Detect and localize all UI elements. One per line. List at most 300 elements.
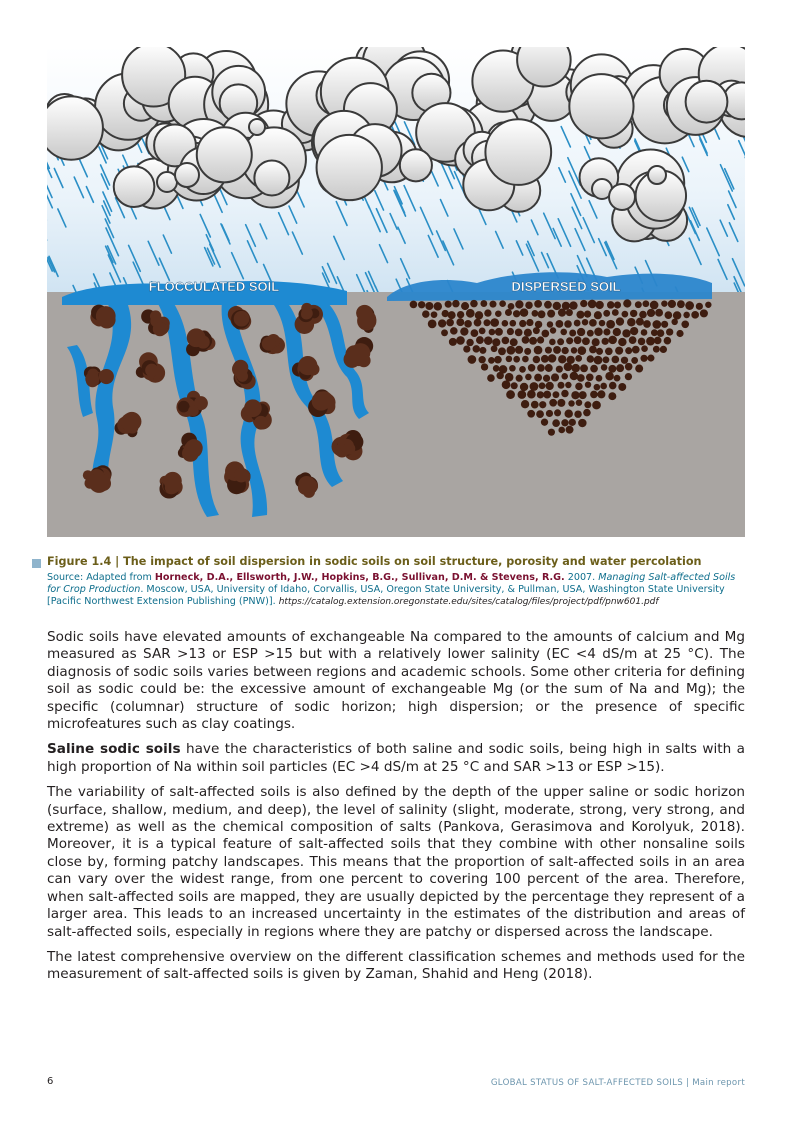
dispersed-particle [506, 390, 515, 399]
dispersed-particle [561, 347, 568, 354]
dispersed-particle [492, 338, 500, 346]
dispersed-particle [466, 309, 475, 318]
dispersed-particle [574, 320, 581, 327]
dispersed-particle [666, 328, 673, 335]
dispersed-particle [418, 301, 425, 308]
dispersed-particle [489, 301, 496, 308]
dispersed-particle [527, 390, 536, 399]
dispersed-particle [608, 392, 616, 400]
dispersed-particle [586, 373, 594, 381]
dispersed-particle [612, 309, 619, 316]
dispersed-particle [553, 346, 561, 354]
dispersed-particle [584, 401, 591, 408]
dispersed-particle [438, 319, 446, 327]
dispersed-particle [664, 337, 672, 345]
cloud-puff [686, 81, 728, 123]
dispersed-particle [657, 329, 665, 337]
dispersed-particle [534, 374, 542, 382]
dispersed-particle [509, 365, 516, 372]
dispersed-particle [538, 310, 546, 318]
dispersed-particle [566, 426, 574, 434]
dispersed-particle [583, 409, 591, 417]
dispersed-particle [502, 380, 511, 389]
cloud-puff [254, 160, 289, 195]
dispersed-particle [547, 321, 553, 327]
dispersed-particle [537, 364, 545, 372]
dispersed-particle [516, 375, 523, 382]
dispersed-particle [520, 383, 528, 391]
dispersed-particle [616, 364, 624, 372]
dispersed-particle [549, 339, 556, 346]
cloud-puff [47, 96, 103, 159]
dispersed-particle [668, 300, 676, 308]
dispersed-particle [425, 302, 433, 310]
dispersed-particle [623, 299, 631, 307]
dispersed-particle [545, 364, 553, 372]
dispersed-particle [603, 310, 610, 317]
dispersed-particle [564, 409, 572, 417]
dispersed-particle [621, 357, 628, 364]
dispersed-particle [524, 348, 531, 355]
dispersed-particle [441, 329, 448, 336]
dispersed-particle [525, 301, 533, 309]
caption-title: Figure 1.4 | The impact of soil dispersion in sodic soils on soil structure, porosity and water percolation [47, 555, 702, 568]
dispersed-particle [597, 390, 605, 398]
dispersed-particle [616, 317, 624, 325]
dispersed-particle [531, 401, 539, 409]
cloud-puff [317, 135, 382, 200]
cloud-puff [175, 163, 199, 187]
dispersed-particle [428, 319, 437, 328]
dispersed-particle [495, 328, 503, 336]
dispersed-particle [456, 336, 465, 345]
dispersed-particle [618, 383, 626, 391]
dispersed-particle [513, 356, 520, 363]
dispersed-particle [614, 375, 621, 382]
dispersed-particle [605, 372, 614, 381]
dispersed-particle [700, 309, 708, 317]
dispersed-particle [547, 310, 555, 318]
dispersed-particle [569, 419, 576, 426]
dispersed-particle [553, 302, 561, 310]
dispersed-particle [474, 319, 482, 327]
dispersed-particle [685, 301, 694, 310]
dispersed-particle [577, 374, 585, 382]
dispersed-particle [569, 301, 577, 309]
source-publisher: . Moscow, USA, University of Idaho, Corvallis, USA, Oregon State University, & Pullman, USA, Washington State University [Pacific Northwest Extension Publishing (PNW)]. [47, 584, 725, 607]
dispersed-particle [434, 302, 442, 310]
dispersed-particle [536, 410, 544, 418]
dispersed-particle [596, 301, 604, 309]
running-title: GLOBAL STATUS OF SALT-AFFECTED SOILS | Main report [490, 1078, 745, 1088]
dispersed-particle [452, 300, 459, 307]
saline-sodic-description: have the characteristics of both saline and sodic soils, being high in salts with a high proportion of Na within soil particles (EC >4 dS/m at 25 °C and SAR >13 or ESP >15). [47, 741, 745, 775]
dispersed-particle [521, 400, 529, 408]
dispersed-particle [564, 363, 573, 372]
dispersed-particle [576, 311, 584, 319]
paragraph-saline-sodic [47, 741, 745, 776]
dispersed-particle [457, 311, 464, 318]
dispersed-particle [605, 347, 613, 355]
dispersed-particle [654, 337, 662, 345]
dispersed-particle [529, 337, 537, 345]
dispersed-particle [584, 310, 591, 317]
dispersed-particle [551, 373, 559, 381]
dispersed-particle [489, 329, 496, 336]
dispersed-particle [490, 318, 499, 327]
dispersed-particle [534, 300, 542, 308]
cloud-puff [249, 119, 265, 135]
dispersed-particle [515, 300, 523, 308]
dispersed-particle [585, 381, 591, 387]
dispersed-particle [456, 318, 464, 326]
term-saline-sodic-soils: Saline sodic soils [47, 741, 181, 758]
dispersed-particle [543, 375, 550, 382]
flocculated-soil-label: FLOCCULATED SOIL [148, 279, 280, 294]
dispersed-particle [671, 319, 677, 325]
dispersed-particle [594, 311, 602, 319]
dispersed-particle [582, 319, 589, 326]
dispersed-particle [627, 318, 636, 327]
cloud-puff [114, 166, 155, 207]
dispersed-particle [629, 336, 637, 344]
dispersed-particle [631, 357, 638, 364]
dispersed-particle [498, 347, 506, 355]
dispersed-particle [575, 383, 582, 390]
source-url[interactable]: https://catalog.extension.oregonstate.edu/sites/catalog/files/project/pdf/pnw601.pdf [278, 597, 659, 607]
dispersed-particle [476, 336, 484, 344]
dispersed-particle [557, 399, 565, 407]
dispersed-particle [592, 401, 601, 410]
dispersed-particle [660, 346, 667, 353]
dispersed-particle [505, 373, 514, 382]
dispersed-particle [522, 356, 529, 363]
dispersed-particle [470, 300, 478, 308]
dispersed-particle [681, 320, 689, 328]
dispersed-particle [601, 364, 608, 371]
dispersed-particle [558, 309, 566, 317]
dispersed-particle [603, 356, 610, 363]
dispersed-particle [622, 329, 630, 337]
dispersed-particle [519, 320, 526, 327]
dispersed-particle [499, 300, 506, 307]
dispersed-particle [484, 336, 493, 345]
dispersed-particle [534, 346, 543, 355]
dispersed-particle [532, 310, 539, 317]
dispersed-particle [555, 320, 563, 328]
dispersed-particle [571, 364, 579, 372]
dispersed-particle [635, 365, 643, 373]
dispersed-particle [566, 337, 573, 344]
dispersed-particle [561, 373, 568, 380]
dispersed-particle [609, 382, 617, 390]
dispersed-particle [552, 419, 560, 427]
dispersed-particle [493, 365, 500, 372]
dispersed-particle [560, 329, 567, 336]
dispersed-particle [558, 382, 565, 389]
dispersed-particle [630, 327, 638, 335]
dispersed-particle [507, 328, 514, 335]
dispersed-particle [557, 338, 564, 345]
cloud-puff [485, 119, 551, 185]
dispersed-particle [527, 410, 535, 418]
dispersed-particle [539, 382, 546, 389]
dispersed-particle [607, 301, 614, 308]
dispersed-particle [578, 346, 587, 355]
dispersed-particle [594, 327, 603, 336]
dispersed-particle [507, 346, 516, 355]
dispersed-particle [422, 310, 430, 318]
dispersed-particle [665, 311, 673, 319]
dispersed-particle [528, 364, 536, 372]
dispersed-particle [431, 311, 438, 318]
paragraph-sodic-soils: Sodic soils have elevated amounts of exchangeable Na compared to the amounts of calcium and Mg measured as SAR >13 or ESP >15 but with a relatively lower salinity (EC <4 dS/m at 25 °C). The diagnosis of sodic soils varies between regions and academic schools. Some other criteria for defining soil as sodic could be: the excessive amount of exchangeable Mg (or the sum of Na and Mg); the specific (columnar) structure of sodic horizon; high dispersion; or the presence of specific microfeatures such as clay coatings. [47, 629, 745, 733]
dispersed-particle [460, 327, 468, 335]
paragraph-overview: The latest comprehensive overview on the different classification schemes and methods used for the measurement of salt-affected soils is given by Zaman, Shahid and Heng (2018). [47, 948, 745, 983]
dispersed-particle [636, 318, 644, 326]
dispersed-particle [613, 328, 621, 336]
dispersed-particle [640, 355, 647, 362]
dispersed-particle [549, 399, 557, 407]
dispersed-particle [638, 338, 646, 346]
dispersed-particle [587, 330, 594, 337]
dispersed-particle [524, 329, 532, 337]
dispersed-particle [588, 300, 597, 309]
dispersed-particle [541, 355, 549, 363]
dispersed-particle [494, 356, 502, 364]
dispersed-particle [520, 308, 529, 317]
page-number: 6 [47, 1076, 54, 1087]
dispersed-particle [525, 374, 532, 381]
dispersed-particle [480, 300, 487, 307]
dispersed-particle [463, 346, 470, 353]
dispersed-particle [554, 409, 561, 416]
source-authors: Horneck, D.A., Ellsworth, J.W., Hopkins, B.G., Sullivan, D.M. & Stevens, R.G. [154, 572, 565, 583]
dispersed-particle [575, 355, 582, 362]
dispersed-particle [510, 338, 518, 346]
dispersed-particle [589, 319, 597, 327]
dispersed-particle [483, 319, 490, 326]
dispersed-particle [445, 301, 452, 308]
dispersed-particle [478, 356, 485, 363]
dispersed-particle [533, 356, 541, 364]
dispersed-particle [535, 321, 542, 328]
cloud-puff [648, 166, 666, 184]
dispersed-particle [647, 355, 654, 362]
dispersed-particle [661, 321, 668, 328]
dispersed-particle [578, 419, 586, 427]
dispersed-particle [576, 399, 583, 406]
soil-dispersion-figure [47, 47, 745, 537]
dispersed-particle [608, 365, 616, 373]
dispersed-particle [515, 346, 523, 354]
dispersed-soil-label: DISPERSED SOIL [511, 279, 621, 294]
dispersed-particle [596, 348, 603, 355]
dispersed-particle [594, 384, 601, 391]
dispersed-particle [570, 372, 579, 381]
dispersed-particle [546, 410, 553, 417]
dispersed-particle [495, 310, 502, 317]
dispersed-particle [582, 337, 590, 345]
dispersed-particle [603, 328, 610, 335]
dispersed-particle [511, 382, 518, 389]
caption-source [47, 572, 745, 608]
dispersed-particle [487, 374, 495, 382]
dispersed-particle [526, 319, 533, 326]
dispersed-particle [577, 328, 585, 336]
dispersed-particle [484, 309, 491, 316]
dispersed-particle [548, 354, 557, 363]
dispersed-particle [519, 366, 526, 373]
dispersed-particle [565, 382, 571, 388]
dispersed-particle [606, 320, 615, 329]
dispersed-particle [590, 365, 598, 373]
dispersed-particle [539, 401, 546, 408]
dispersed-particle [468, 355, 477, 364]
dispersed-particle [550, 327, 556, 333]
dispersed-particle [513, 310, 520, 317]
dispersed-particle [464, 320, 472, 328]
dispersed-particle [592, 338, 600, 346]
dispersed-particle [705, 302, 711, 308]
dispersed-particle [673, 311, 681, 319]
dispersed-particle [635, 301, 642, 308]
dispersed-particle [548, 429, 555, 436]
source-title: Managing Salt-affected Soils for Crop Production [47, 572, 736, 595]
dispersed-particle [622, 311, 629, 318]
dispersed-particle [448, 311, 456, 319]
dispersed-particle [647, 309, 655, 317]
dispersed-particle [594, 356, 603, 365]
dispersed-particle [561, 390, 568, 397]
dispersed-particle [508, 303, 515, 310]
dispersed-particle [579, 391, 587, 399]
cloud-puff [609, 184, 635, 210]
dispersed-particle [475, 311, 483, 319]
dispersed-particle [612, 356, 620, 364]
dispersed-particle [641, 329, 648, 336]
caption-marker [32, 559, 41, 568]
dispersed-particle [558, 427, 565, 434]
dispersed-particle [481, 363, 488, 370]
dispersed-particle [537, 391, 544, 398]
figure-caption [47, 555, 745, 608]
dispersed-particle [502, 337, 510, 345]
dispersed-particle [522, 336, 530, 344]
cloud-puff [400, 149, 432, 181]
dispersed-particle [571, 391, 579, 399]
dispersed-particle [533, 327, 540, 334]
dispersed-particle [471, 329, 479, 337]
dispersed-particle [496, 372, 503, 379]
dispersed-particle [461, 302, 469, 310]
dispersed-particle [642, 300, 649, 307]
dispersed-particle [530, 382, 539, 391]
dispersed-particle [683, 312, 690, 319]
dispersed-particle [553, 391, 560, 398]
dispersed-particle [618, 338, 626, 346]
dispersed-particle [544, 301, 552, 309]
dispersed-particle [558, 355, 566, 363]
dispersed-particle [502, 320, 509, 327]
dispersed-particle [561, 419, 568, 426]
dispersed-particle [589, 346, 597, 354]
dispersed-particle [442, 310, 449, 317]
dispersed-particle [599, 320, 605, 326]
dispersed-particle [509, 320, 516, 327]
dispersed-particle [608, 336, 617, 345]
dispersed-particle [696, 303, 703, 310]
dispersed-particle [491, 345, 498, 352]
dispersed-particle [446, 319, 454, 327]
dispersed-particle [676, 330, 683, 337]
dispersed-particle [574, 336, 582, 344]
dispersed-particle [614, 301, 621, 308]
dispersed-particle [590, 391, 598, 399]
dispersed-particle [541, 419, 548, 426]
dispersed-particle [641, 345, 648, 352]
source-prefix: Source: Adapted from [47, 572, 155, 583]
dispersed-particle [473, 345, 480, 352]
dispersed-particle [646, 337, 655, 346]
dispersed-particle [580, 300, 587, 307]
dispersed-particle [479, 347, 486, 354]
cloud-puff [569, 74, 633, 138]
dispersed-particle [541, 330, 549, 338]
dispersed-particle [630, 310, 637, 317]
dispersed-particle [580, 364, 588, 372]
dispersed-particle [450, 327, 458, 335]
dispersed-particle [518, 390, 527, 399]
dispersed-particle [655, 309, 663, 317]
dispersed-particle [596, 375, 603, 382]
dispersed-particle [505, 309, 512, 316]
source-year: 2007. [564, 572, 599, 583]
dispersed-particle [568, 400, 574, 406]
dispersed-particle [652, 320, 661, 329]
dispersed-particle [587, 355, 594, 362]
dispersed-particle [569, 330, 576, 337]
dispersed-particle [488, 357, 495, 364]
dispersed-particle [546, 382, 554, 390]
dispersed-particle [691, 311, 699, 319]
dispersed-particle [643, 320, 651, 328]
dispersed-particle [677, 300, 685, 308]
dispersed-particle [639, 311, 647, 319]
dispersed-particle [615, 347, 623, 355]
dispersed-particle [564, 320, 572, 328]
dispersed-particle [625, 373, 632, 380]
dispersed-particle [537, 336, 544, 343]
dispersed-particle [545, 347, 552, 354]
dispersed-particle [410, 301, 418, 309]
body-text [47, 629, 745, 992]
dispersed-particle [479, 327, 486, 334]
cloud-puff [197, 127, 252, 182]
dispersed-particle [566, 309, 573, 316]
dispersed-particle [571, 347, 577, 353]
dispersed-particle [466, 339, 473, 346]
dispersed-particle [556, 366, 563, 373]
dispersed-particle [543, 391, 551, 399]
dispersed-particle [449, 338, 457, 346]
dispersed-particle [625, 347, 632, 354]
dispersed-particle [632, 346, 640, 354]
dispersed-particle [515, 329, 523, 337]
dispersed-particle [661, 300, 667, 306]
dispersed-particle [600, 383, 607, 390]
dispersed-particle [574, 410, 581, 417]
